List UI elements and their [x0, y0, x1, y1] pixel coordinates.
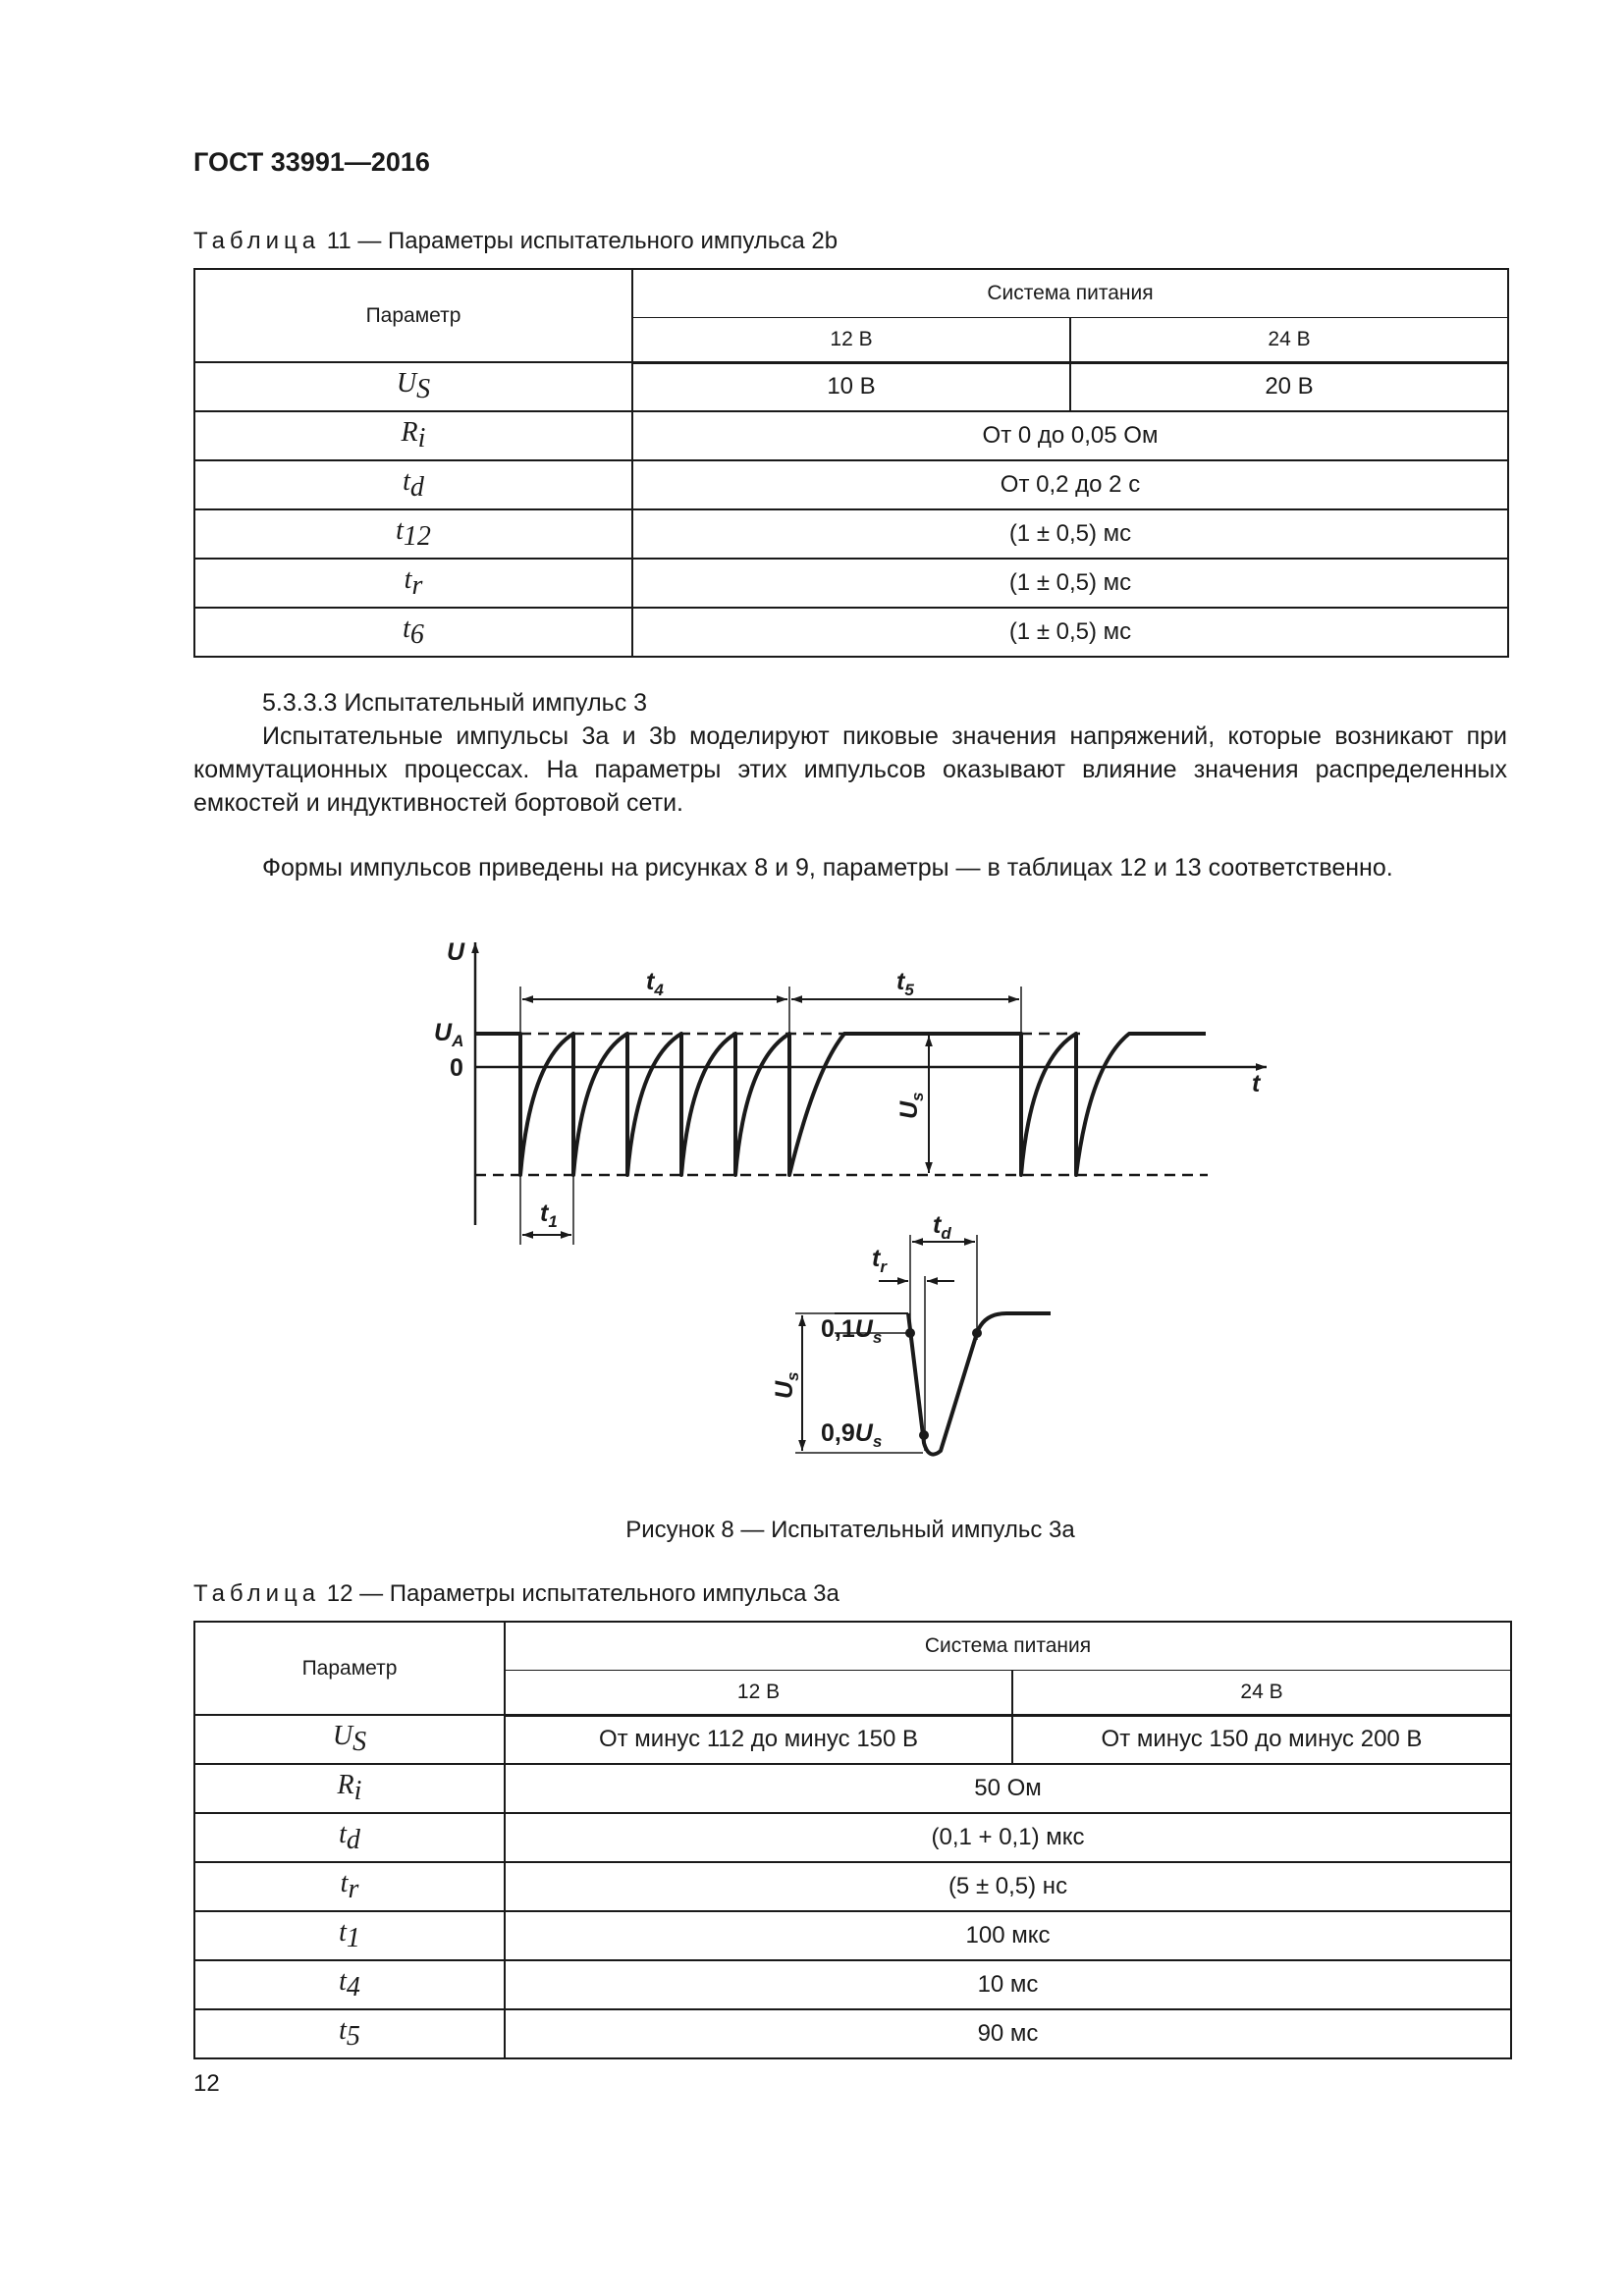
- param-symbol: $t_1$: [194, 1911, 505, 1960]
- table12-system-header: Система питания: [505, 1622, 1511, 1670]
- param-value: 90 мс: [505, 2009, 1511, 2058]
- param-symbol: $U_S$: [194, 362, 632, 411]
- section-paragraph-2: Формы импульсов приведены на рисунках 8 и 9, параметры — в таблицах 12 и 13 соответственно.: [262, 854, 1393, 881]
- param-value: (1 ± 0,5) мс: [632, 509, 1508, 559]
- table11-caption-word: Таблица: [193, 228, 321, 254]
- table12-caption: [193, 1580, 839, 1608]
- param-value: От 0 до 0,05 Ом: [632, 411, 1508, 460]
- param-value: (1 ± 0,5) мс: [632, 608, 1508, 657]
- value-24v: 20 В: [1070, 362, 1508, 411]
- label-ua: $U_A$: [434, 1019, 464, 1050]
- label-zero: 0: [450, 1054, 463, 1082]
- table11-col-24v: 24 В: [1070, 317, 1508, 362]
- document-header: ГОСТ 33991—2016: [193, 147, 430, 177]
- table11-caption-text: 11 — Параметры испытательного импульса 2b: [320, 228, 839, 254]
- section-heading: 5.3.3.3 Испытательный импульс 3: [262, 689, 648, 717]
- param-symbol: $t_r$: [194, 1862, 505, 1911]
- table-row: [194, 1960, 1511, 2009]
- label-tr: $t_r$: [872, 1245, 887, 1276]
- param-symbol: $R_i$: [194, 1764, 505, 1813]
- table-row: [194, 1862, 1511, 1911]
- table-row: [194, 2009, 1511, 2058]
- table11-system-header: Система питания: [632, 269, 1508, 317]
- section-paragraph-1: Испытательные импульсы 3a и 3b моделируют пиковые значения напряжений, которые возникают при коммутационных процессах. На параметры этих импульсов оказывают влияние значения распределенных емкостей и индуктивностей бортовой сети.: [193, 722, 1507, 817]
- table-row: [194, 1813, 1511, 1862]
- pulse-train-waveform: [475, 1034, 1206, 1175]
- param-value: 10 мс: [505, 1960, 1511, 2009]
- param-value: (0,1 + 0,1) мкс: [505, 1813, 1511, 1862]
- label-td: $t_d$: [933, 1211, 951, 1243]
- label-01us: $0,1U_s$: [821, 1315, 883, 1347]
- value-24v: От минус 150 до минус 200 В: [1012, 1715, 1511, 1764]
- table11-col-12v: 12 В: [632, 317, 1070, 362]
- table12: [193, 1621, 1512, 2059]
- table-row: [194, 1764, 1511, 1813]
- param-value: (1 ± 0,5) мс: [632, 559, 1508, 608]
- table-row: [194, 1911, 1511, 1960]
- label-t5: $t_5$: [896, 968, 914, 999]
- table-row: [194, 1715, 1511, 1764]
- label-u: U: [447, 938, 465, 966]
- table12-caption-text: 12 — Параметры испытательного импульса 3a: [320, 1580, 839, 1607]
- label-t1: $t_1$: [540, 1200, 558, 1231]
- label-us-detail: $U_s$: [771, 1371, 802, 1399]
- label-t-axis: t: [1252, 1070, 1261, 1097]
- param-symbol: $U_S$: [194, 1715, 505, 1764]
- param-symbol: $t_5$: [194, 2009, 505, 2058]
- figure-caption: Рисунок 8 — Испытательный импульс 3a: [625, 1517, 1075, 1543]
- param-symbol: $t_6$: [194, 608, 632, 657]
- label-t4: $t_4$: [646, 968, 664, 999]
- param-symbol: $R_i$: [194, 411, 632, 460]
- table12-col-24v: 24 В: [1012, 1670, 1511, 1715]
- table11-param-header: Параметр: [194, 269, 632, 362]
- param-symbol: $t_d$: [194, 460, 632, 509]
- table12-param-header: Параметр: [194, 1622, 505, 1715]
- param-value: От 0,2 до 2 с: [632, 460, 1508, 509]
- param-value: 100 мкс: [505, 1911, 1511, 1960]
- table12-caption-word: Таблица: [193, 1580, 321, 1607]
- table12-header-row: [194, 1622, 1511, 1670]
- page-number: 12: [193, 2070, 220, 2097]
- label-us: $U_s$: [895, 1092, 927, 1119]
- table12-col-12v: 12 В: [505, 1670, 1012, 1715]
- param-value: (5 ± 0,5) нс: [505, 1862, 1511, 1911]
- param-symbol: $t_4$: [194, 1960, 505, 2009]
- value-12v: От минус 112 до минус 150 В: [505, 1715, 1012, 1764]
- value-12v: 10 В: [632, 362, 1070, 411]
- label-09us: $0,9U_s$: [821, 1419, 883, 1451]
- param-symbol: $t_{12}$: [194, 509, 632, 559]
- param-symbol: $t_d$: [194, 1813, 505, 1862]
- param-symbol: $t_r$: [194, 559, 632, 608]
- param-value: 50 Ом: [505, 1764, 1511, 1813]
